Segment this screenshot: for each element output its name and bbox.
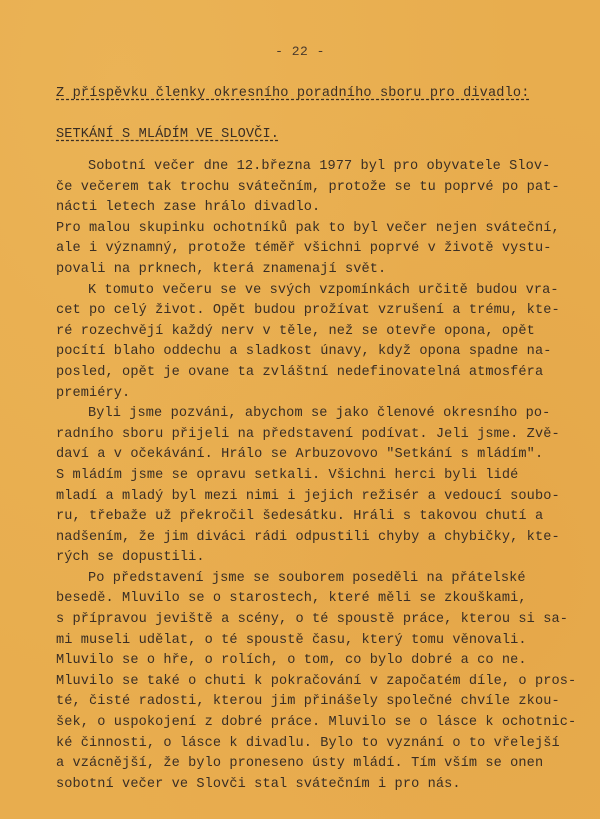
text-line: mi museli udělat, o té spoustě času, který tomu věnovali. — [56, 632, 527, 648]
text-line: posled, opět je ovane ta zvláštní nedefinovatelná atmosféra — [56, 364, 544, 380]
text-line: Mluvilo se o hře, o rolích, o tom, co bylo dobré a co ne. — [56, 653, 527, 669]
text-line: povali na prknech, která znamenají svět. — [56, 261, 387, 277]
page-number: - 22 - — [275, 44, 325, 59]
text-line: nácti letech zase hrálo divadlo. — [56, 200, 321, 216]
article-body — [56, 157, 576, 795]
text-line: Pro malou skupinku ochotníků pak to byl večer nejen sváteční, — [56, 220, 560, 236]
text-line: premiéry. — [56, 385, 131, 401]
text-line: nadšením, že jim diváci rádi odpustili chyby a chybičky, kte- — [56, 529, 560, 545]
text-line: Po představení jsme se souborem poseděli na přátelské — [88, 570, 526, 586]
text-line: a vzácnější, že bylo proneseno ústy mládí. Tím vším se onen — [56, 756, 544, 772]
text-line: rých se dopustili. — [56, 550, 205, 566]
text-line: šek, o uspokojení z dobré práce. Mluvilo se o lásce k ochotnic- — [56, 715, 577, 731]
text-line: ru, třebaže už překročil šedesátku. Hráli s takovou chutí a — [56, 509, 544, 525]
text-line: s přípravou jeviště a scény, o té spoustě práce, kterou si sa- — [56, 612, 568, 628]
paragraph — [56, 219, 576, 281]
text-line: ale i významný, protože téměř všichni poprvé v životě vystu- — [56, 241, 552, 257]
text-line: radního sboru přijeli na představení podívat. Jeli jsme. Zvě- — [56, 426, 560, 442]
text-line: Mluvilo se také o chuti k pokračování v započatém díle, o pros- — [56, 673, 577, 689]
text-line: Byli jsme pozváni, abychom se jako členové okresního po- — [88, 406, 551, 422]
text-line: ké činnosti, o lásce k divadlu. Bylo to vyznání o to vřelejší — [56, 735, 560, 751]
text-line: ré rozechvějí každý nerv v těle, než se otevře opona, opět — [56, 323, 535, 339]
text-line: sobotní večer ve Slovči stal svátečním i pro nás. — [56, 776, 461, 792]
text-line: cet po celý život. Opět budou prožívat vzrušení a trému, kte- — [56, 303, 560, 319]
article-title: SETKÁNÍ S MLÁDÍM VE SLOVČI. — [56, 127, 279, 142]
text-line: če večerem tak trochu svátečním, protože se tu poprvé po pat- — [56, 179, 560, 195]
text-line: S mládím jsme se opravu setkali. Všichni herci byli lidé — [56, 467, 519, 483]
paragraph — [56, 404, 576, 569]
paragraph — [56, 157, 576, 219]
text-line: mladí a mladý byl mezi nimi i jejich režisér a vedoucí soubo- — [56, 488, 560, 504]
text-line: K tomuto večeru se ve svých vzpomínkách určitě budou vra- — [88, 282, 559, 298]
intro-heading: Z příspěvku členky okresního poradního sboru pro divadlo: — [56, 86, 530, 101]
text-line: daví a v očekávání. Hrálo se Arbuzovovo "Setkání s mládím". — [56, 447, 544, 463]
paragraph — [56, 281, 576, 405]
paragraph — [56, 569, 576, 796]
text-line: besedě. Mluvilo se o starostech, které měli se zkouškami, — [56, 591, 527, 607]
text-line: Sobotní večer dne 12.března 1977 byl pro obyvatele Slov- — [88, 159, 551, 174]
text-line: té, čisté radosti, kterou jim přinášely společné chvíle zkou- — [56, 694, 560, 710]
text-line: pocítí blaho oddechu a sladkost únavy, když opona spadne na- — [56, 344, 552, 360]
